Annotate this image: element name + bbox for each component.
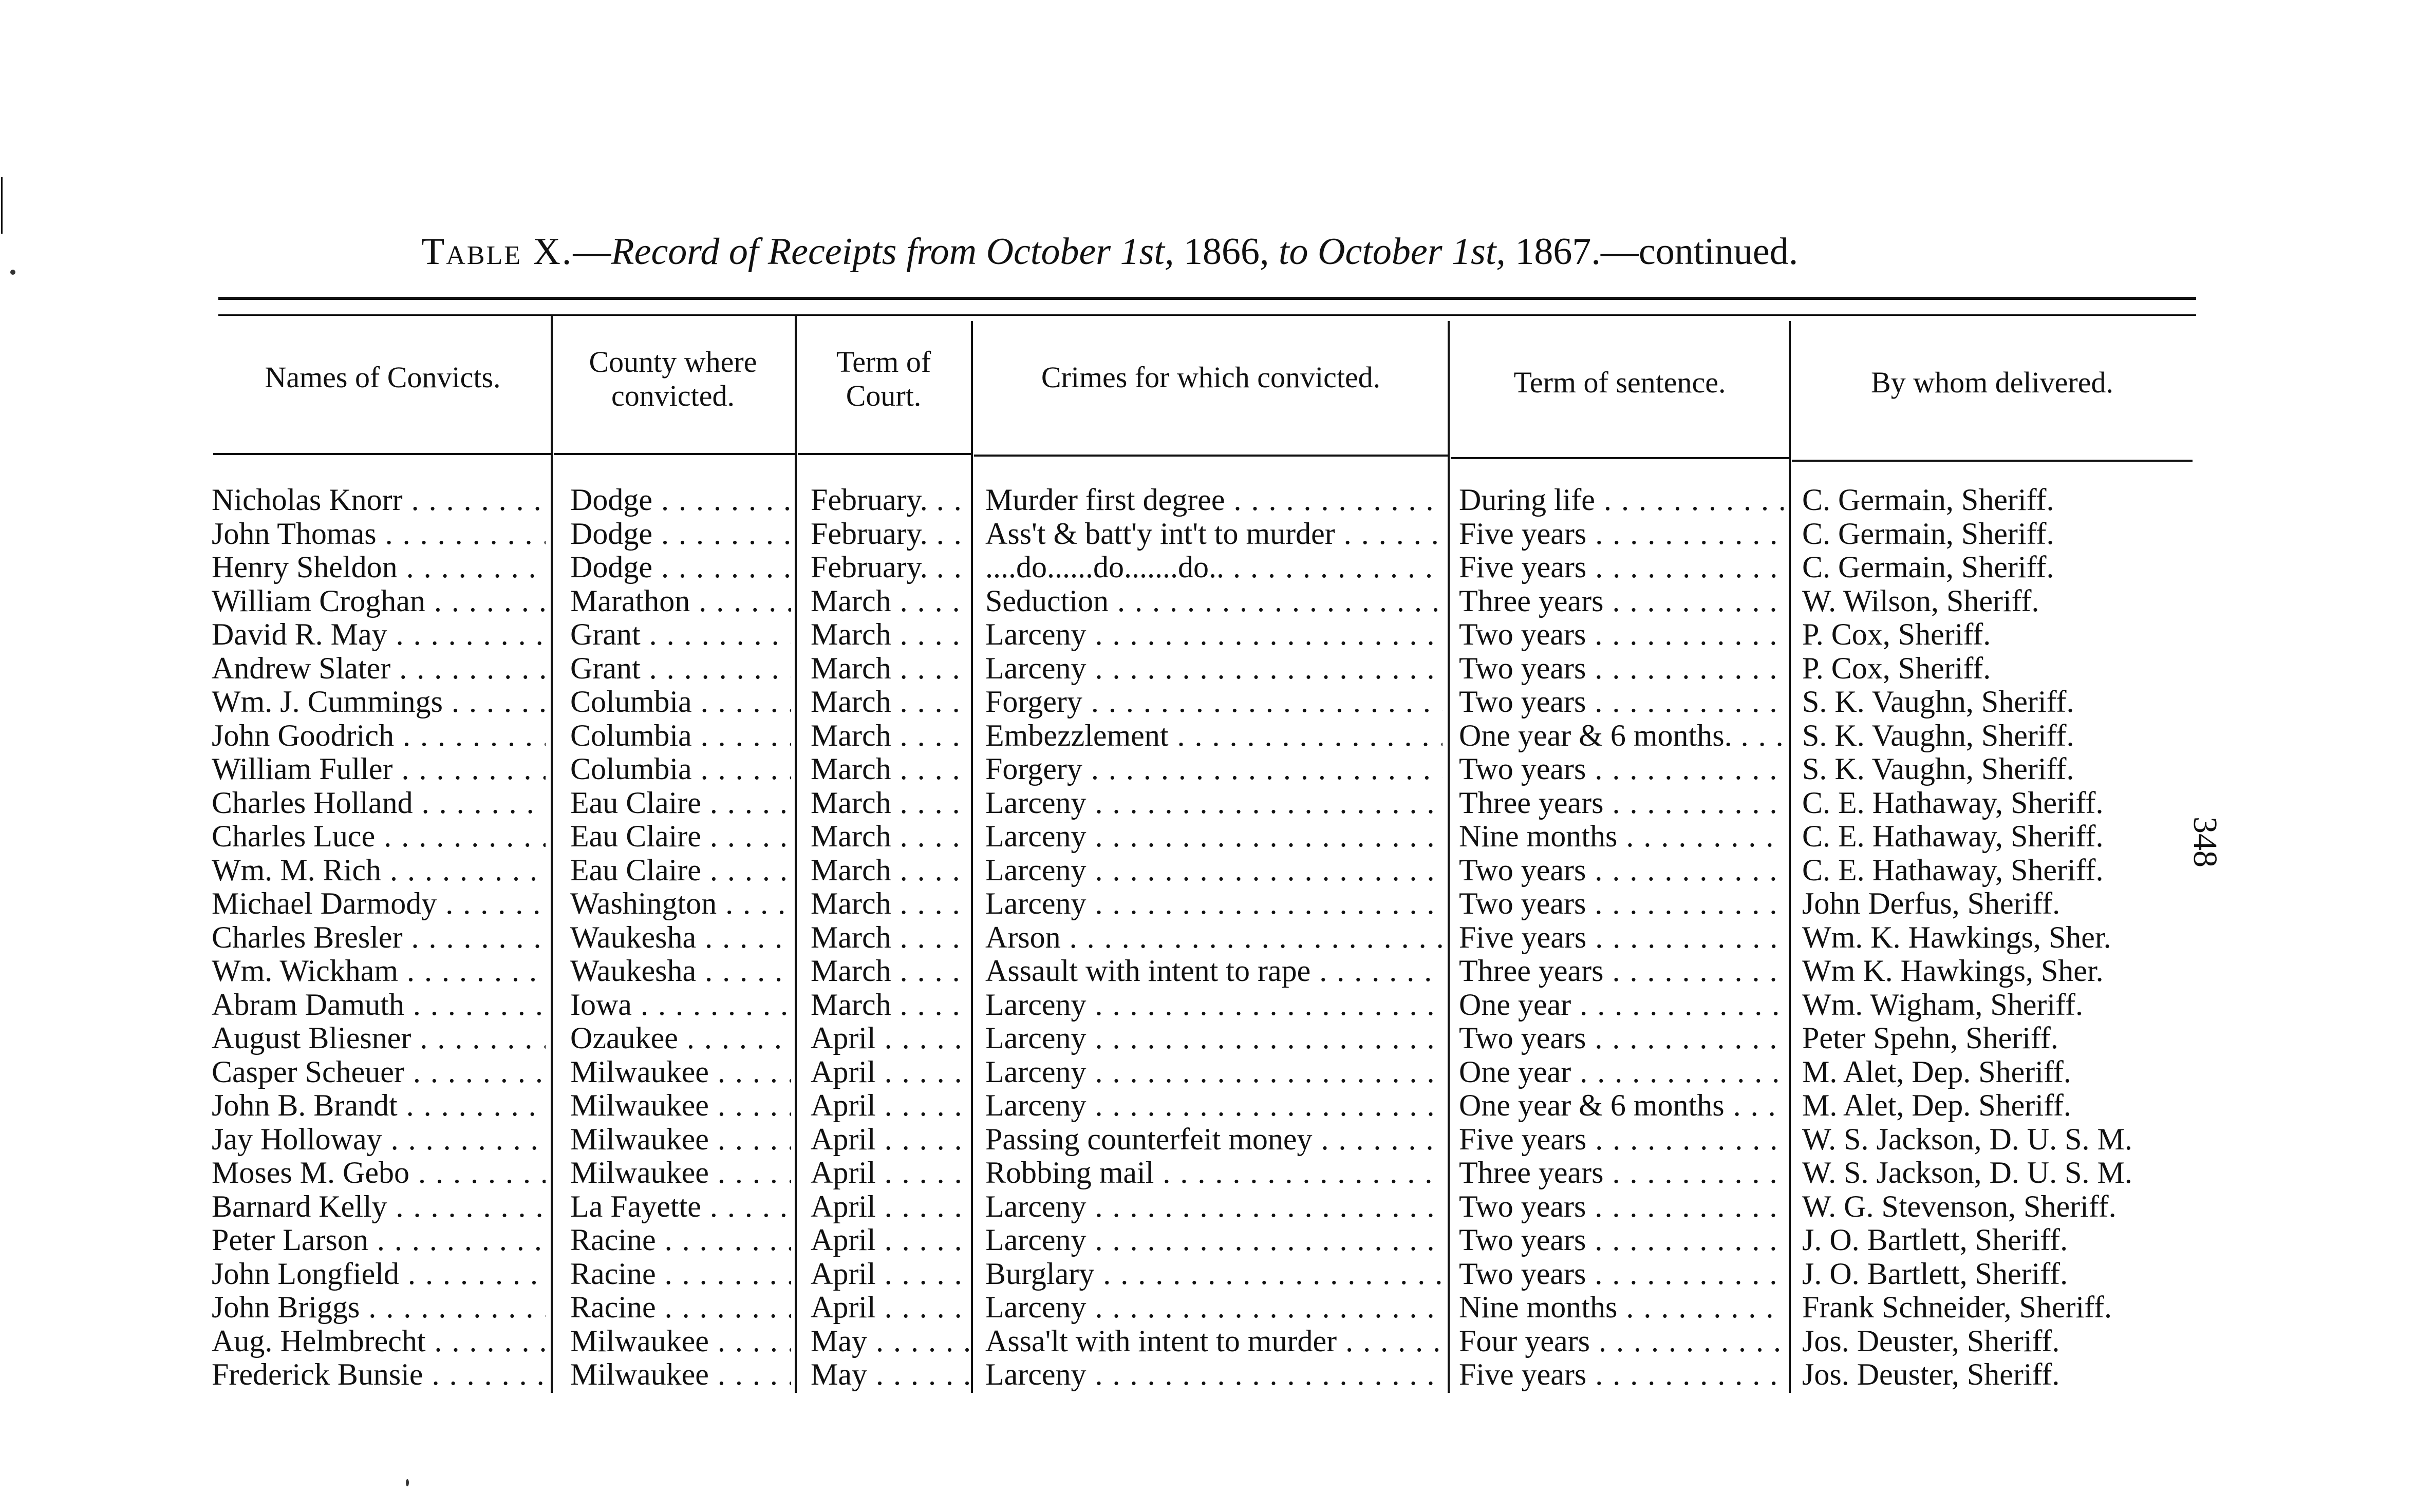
title-dash: —	[573, 231, 611, 273]
cell-delivered: W. G. Stevenson, Sheriff.	[1802, 1189, 2116, 1223]
cell-term: March . . .	[811, 719, 970, 752]
header-term-court: Term of Court.	[836, 345, 931, 412]
cell-delivered: Wm. K. Hawkings, Sher.	[1802, 920, 2111, 954]
cell-crime: Larceny . . .	[985, 1055, 1443, 1089]
cell-delivered: W. S. Jackson, D. U. S. M.	[1802, 1156, 2132, 1189]
cell-name: William Croghan . . .	[212, 584, 546, 618]
cell-crime: Larceny . . .	[985, 1189, 1443, 1223]
table-row	[0, 1357, 2435, 1391]
cell-county: Waukesha . . .	[570, 954, 791, 988]
cell-delivered: P. Cox, Sheriff.	[1802, 651, 1991, 685]
cell-sentence: Two years . . .	[1459, 1257, 1784, 1291]
cell-sentence: Two years . . .	[1459, 1021, 1784, 1055]
cell-county: Dodge . . .	[570, 550, 791, 584]
cell-name: Abram Damuth . . .	[212, 988, 546, 1022]
cell-sentence: Nine months . . .	[1459, 819, 1784, 853]
title-year-2: 1867.	[1515, 231, 1601, 273]
cell-crime: Assault with intent to rape . . .	[985, 954, 1443, 988]
cell-sentence: Two years . . .	[1459, 1189, 1784, 1223]
cell-county: Eau Claire . . .	[570, 819, 791, 853]
cell-sentence: Five years . . .	[1459, 550, 1784, 584]
cell-sentence: One year & 6 months . . .	[1459, 1088, 1784, 1122]
cell-crime: Assa'lt with intent to murder . . .	[985, 1324, 1443, 1358]
table-row	[0, 752, 2435, 786]
cell-term: March . . .	[811, 988, 970, 1022]
cell-sentence: Two years . . .	[1459, 886, 1784, 920]
header-delivered: By whom delivered.	[1871, 366, 2113, 399]
table-row	[0, 786, 2435, 820]
cell-delivered: S. K. Vaughn, Sheriff.	[1802, 752, 2074, 786]
table-row	[0, 1156, 2435, 1189]
page-number: 348	[2186, 817, 2224, 867]
cell-term: April . . .	[811, 1156, 970, 1189]
cell-term: March . . .	[811, 584, 970, 618]
cell-crime: Larceny . . .	[985, 1290, 1443, 1324]
cell-sentence: During life . . .	[1459, 483, 1784, 517]
cell-delivered: W. Wilson, Sheriff.	[1802, 583, 2039, 618]
cell-name: Charles Luce . . .	[212, 819, 546, 853]
table-row	[0, 517, 2435, 551]
cell-county: Milwaukee . . .	[570, 1156, 791, 1189]
table-row	[0, 1088, 2435, 1122]
cell-sentence: Five years . . .	[1459, 920, 1784, 954]
cell-delivered: C. Germain, Sheriff.	[1802, 550, 2054, 584]
cell-sentence: One year . . .	[1459, 1055, 1784, 1089]
cell-name: David R. May . . .	[212, 617, 546, 651]
header-names: Names of Convicts.	[265, 361, 501, 394]
table-label: Table X.	[421, 231, 573, 273]
cell-county: Dodge . . .	[570, 483, 791, 517]
cell-crime: Larceny . . .	[985, 1088, 1443, 1122]
cell-delivered: P. Cox, Sheriff.	[1802, 617, 1991, 651]
table-row	[0, 719, 2435, 752]
cell-crime: Embezzlement . . .	[985, 719, 1443, 752]
cell-delivered: C. E. Hathaway, Sheriff.	[1802, 785, 2104, 820]
table-row	[0, 1021, 2435, 1055]
cell-name: Wm. Wickham . . .	[212, 954, 546, 988]
cell-term: May . . .	[811, 1357, 970, 1391]
cell-county: Racine . . .	[570, 1223, 791, 1257]
cell-delivered: John Derfus, Sheriff.	[1802, 886, 2061, 920]
cell-delivered: S. K. Vaughn, Sheriff.	[1802, 685, 2074, 719]
header-underline-6	[1792, 460, 2193, 462]
header-underline-1	[213, 453, 552, 455]
cell-sentence: Two years . . .	[1459, 685, 1784, 719]
table-row	[0, 1189, 2435, 1223]
cell-crime: Larceny . . .	[985, 786, 1443, 820]
cell-term: April . . .	[811, 1021, 970, 1055]
cell-name: Aug. Helmbrecht . . .	[212, 1324, 546, 1358]
cell-sentence: Two years . . .	[1459, 853, 1784, 887]
cell-crime: Larceny . . .	[985, 988, 1443, 1022]
table-row	[0, 550, 2435, 584]
cell-name: Henry Sheldon . . .	[212, 550, 546, 584]
cell-term: February. . . .	[811, 517, 970, 551]
cell-sentence: Three years . . .	[1459, 954, 1784, 988]
cell-crime: Ass't & batt'y int't to murder . . .	[985, 517, 1443, 551]
cell-name: Casper Scheuer . . .	[212, 1055, 546, 1089]
cell-name: Wm. M. Rich . . .	[212, 853, 546, 887]
cell-crime: Larceny . . .	[985, 1021, 1443, 1055]
cell-county: Dodge . . .	[570, 517, 791, 551]
cell-term: April . . .	[811, 1223, 970, 1257]
table-row	[0, 651, 2435, 685]
cell-county: Grant . . .	[570, 617, 791, 651]
cell-delivered: M. Alet, Dep. Sheriff.	[1802, 1088, 2071, 1122]
cell-delivered: Wm K. Hawkings, Sher.	[1802, 954, 2104, 988]
cell-name: John Thomas . . .	[212, 517, 546, 551]
cell-term: March . . .	[811, 617, 970, 651]
cell-term: March . . .	[811, 786, 970, 820]
table-row	[0, 1122, 2435, 1156]
cell-name: Jay Holloway . . .	[212, 1122, 546, 1156]
cell-name: August Bliesner . . .	[212, 1021, 546, 1055]
cell-name: William Fuller . . .	[212, 752, 546, 786]
cell-name: Frederick Bunsie . . .	[212, 1357, 546, 1391]
cell-name: Michael Darmody . . .	[212, 886, 546, 920]
title-suffix: —continued.	[1600, 231, 1799, 273]
cell-term: February. . . .	[811, 483, 970, 517]
cell-term: April . . .	[811, 1122, 970, 1156]
scan-edge-mark	[1, 177, 3, 234]
cell-crime: Forgery . . .	[985, 752, 1443, 786]
cell-sentence: Four years . . .	[1459, 1324, 1784, 1358]
cell-name: John Briggs . . .	[212, 1290, 546, 1324]
cell-term: April . . .	[811, 1290, 970, 1324]
table-row	[0, 483, 2435, 517]
table-row	[0, 685, 2435, 719]
cell-term: April . . .	[811, 1257, 970, 1291]
cell-county: Iowa . . .	[570, 988, 791, 1022]
cell-term: May . . .	[811, 1324, 970, 1358]
cell-name: John Longfield . . .	[212, 1257, 546, 1291]
cell-delivered: Wm. Wigham, Sheriff.	[1802, 987, 2083, 1022]
cell-name: Charles Bresler . . .	[212, 920, 546, 954]
cell-sentence: Five years . . .	[1459, 517, 1784, 551]
cell-sentence: Two years . . .	[1459, 1223, 1784, 1257]
cell-crime: Arson . . .	[985, 920, 1443, 954]
cell-crime: Seduction . . .	[985, 584, 1443, 618]
cell-crime: Larceny . . .	[985, 1357, 1443, 1391]
cell-county: Milwaukee . . .	[570, 1122, 791, 1156]
header-underline-3	[798, 453, 971, 455]
cell-county: Milwaukee . . .	[570, 1088, 791, 1122]
title-date-1: 1st,	[1120, 231, 1174, 273]
table-row	[0, 1290, 2435, 1324]
table-row	[0, 1055, 2435, 1089]
cell-delivered: C. E. Hathaway, Sheriff.	[1802, 853, 2104, 887]
cell-delivered: Peter Spehn, Sheriff.	[1802, 1021, 2058, 1055]
cell-county: Eau Claire . . .	[570, 786, 791, 820]
cell-name: Wm. J. Cummings . . .	[212, 685, 546, 719]
cell-name: Andrew Slater . . .	[212, 651, 546, 685]
cell-county: La Fayette . . .	[570, 1189, 791, 1223]
cell-crime: ....do......do.......do.. . . .	[985, 550, 1443, 584]
title-date-2: 1st,	[1452, 231, 1506, 273]
table-row	[0, 1324, 2435, 1358]
cell-sentence: Five years . . .	[1459, 1122, 1784, 1156]
cell-delivered: C. Germain, Sheriff.	[1802, 483, 2054, 517]
cell-term: March . . .	[811, 819, 970, 853]
header-underline-4	[974, 455, 1448, 457]
cell-term: March . . .	[811, 752, 970, 786]
cell-term: March . . .	[811, 651, 970, 685]
header-crimes: Crimes for which convicted.	[1041, 361, 1381, 394]
cell-crime: Passing counterfeit money . . .	[985, 1122, 1443, 1156]
cell-sentence: Two years . . .	[1459, 617, 1784, 651]
cell-county: Milwaukee . . .	[570, 1324, 791, 1358]
cell-term: April . . .	[811, 1189, 970, 1223]
header-underline-5	[1451, 457, 1789, 459]
scan-speck	[406, 1479, 409, 1486]
cell-county: Milwaukee . . .	[570, 1055, 791, 1089]
cell-sentence: Nine months . . .	[1459, 1290, 1784, 1324]
title-italic-2: October	[1318, 231, 1443, 273]
cell-name: John B. Brandt . . .	[212, 1088, 546, 1122]
table-row	[0, 853, 2435, 887]
top-rule-thin	[218, 314, 2196, 316]
table-row	[0, 617, 2435, 651]
cell-crime: Larceny . . .	[985, 617, 1443, 651]
scan-speck	[10, 270, 15, 275]
header-county: County where convicted.	[589, 345, 757, 412]
cell-delivered: C. E. Hathaway, Sheriff.	[1802, 819, 2104, 853]
cell-sentence: One year & 6 months. . . .	[1459, 719, 1784, 752]
cell-delivered: W. S. Jackson, D. U. S. M.	[1802, 1122, 2132, 1156]
cell-sentence: Three years . . .	[1459, 584, 1784, 618]
cell-name: Nicholas Knorr . . .	[212, 483, 546, 517]
cell-term: April . . .	[811, 1088, 970, 1122]
cell-sentence: Three years . . .	[1459, 786, 1784, 820]
table-row	[0, 584, 2435, 618]
cell-crime: Robbing mail . . .	[985, 1156, 1443, 1189]
cell-delivered: C. Germain, Sheriff.	[1802, 516, 2054, 551]
cell-crime: Larceny . . .	[985, 819, 1443, 853]
cell-delivered: M. Alet, Dep. Sheriff.	[1802, 1054, 2071, 1089]
title-italic-1: Record of Receipts from October	[611, 231, 1111, 273]
cell-sentence: Two years . . .	[1459, 651, 1784, 685]
cell-crime: Larceny . . .	[985, 853, 1443, 887]
cell-county: Columbia . . .	[570, 719, 791, 752]
cell-county: Racine . . .	[570, 1290, 791, 1324]
cell-crime: Forgery . . .	[985, 685, 1443, 719]
table-row	[0, 886, 2435, 920]
cell-term: March . . .	[811, 954, 970, 988]
cell-county: Columbia . . .	[570, 685, 791, 719]
cell-delivered: Jos. Deuster, Sheriff.	[1802, 1357, 2060, 1391]
cell-name: Peter Larson . . .	[212, 1223, 546, 1257]
cell-county: Grant . . .	[570, 651, 791, 685]
cell-county: Washington . . .	[570, 886, 791, 920]
table-row	[0, 954, 2435, 988]
cell-crime: Murder first degree . . .	[985, 483, 1443, 517]
cell-name: Moses M. Gebo . . .	[212, 1156, 546, 1189]
cell-term: March . . .	[811, 920, 970, 954]
table-row	[0, 1257, 2435, 1291]
cell-county: Ozaukee . . .	[570, 1021, 791, 1055]
cell-delivered: J. O. Bartlett, Sheriff.	[1802, 1223, 2068, 1257]
cell-name: Barnard Kelly . . .	[212, 1189, 546, 1223]
table-title	[421, 226, 2065, 277]
cell-term: March . . .	[811, 853, 970, 887]
cell-name: Charles Holland . . .	[212, 786, 546, 820]
cell-term: April . . .	[811, 1055, 970, 1089]
cell-county: Racine . . .	[570, 1257, 791, 1291]
cell-name: John Goodrich . . .	[212, 719, 546, 752]
cell-sentence: Two years . . .	[1459, 752, 1784, 786]
cell-county: Eau Claire . . .	[570, 853, 791, 887]
cell-delivered: S. K. Vaughn, Sheriff.	[1802, 718, 2074, 752]
cell-sentence: One year . . .	[1459, 988, 1784, 1022]
cell-crime: Larceny . . .	[985, 1223, 1443, 1257]
cell-term: February. . . .	[811, 550, 970, 584]
cell-county: Milwaukee . . .	[570, 1357, 791, 1391]
cell-term: March . . .	[811, 685, 970, 719]
title-to: to	[1278, 231, 1308, 273]
table-row	[0, 819, 2435, 853]
cell-term: March . . .	[811, 886, 970, 920]
top-rule-thick	[218, 297, 2196, 300]
title-year-1: 1866,	[1183, 231, 1269, 273]
cell-crime: Larceny . . .	[985, 651, 1443, 685]
cell-crime: Burglary . . .	[985, 1257, 1443, 1291]
table-row	[0, 920, 2435, 954]
cell-county: Columbia . . .	[570, 752, 791, 786]
cell-county: Waukesha . . .	[570, 920, 791, 954]
cell-county: Marathon . . .	[570, 584, 791, 618]
cell-delivered: Jos. Deuster, Sheriff.	[1802, 1324, 2060, 1358]
table-row	[0, 988, 2435, 1022]
cell-crime: Larceny . . .	[985, 886, 1443, 920]
cell-sentence: Three years . . .	[1459, 1156, 1784, 1189]
header-sentence: Term of sentence.	[1513, 366, 1726, 399]
table-row	[0, 1223, 2435, 1257]
header-underline-2	[554, 453, 795, 455]
cell-delivered: Frank Schneider, Sheriff.	[1802, 1290, 2112, 1324]
cell-delivered: J. O. Bartlett, Sheriff.	[1802, 1256, 2068, 1291]
cell-sentence: Five years . . .	[1459, 1357, 1784, 1391]
